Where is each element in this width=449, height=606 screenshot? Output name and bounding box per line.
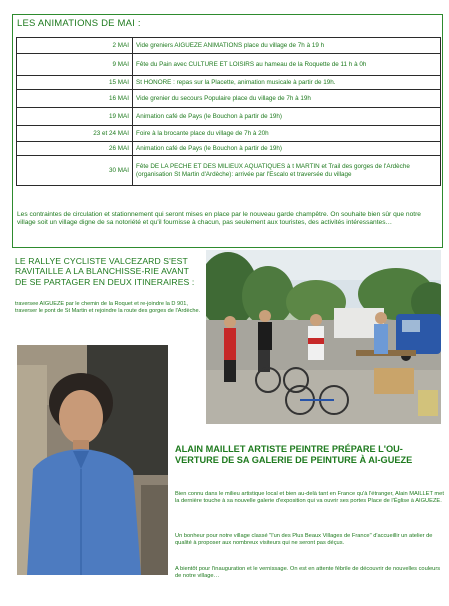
animation-row: [17, 142, 441, 156]
animation-description: Foire à la brocante place du village de 7h à 20h: [133, 126, 441, 142]
animation-description: Vide grenier du secours Populaire place du village de 7h à 19h: [133, 90, 441, 108]
painter-photo: [17, 345, 168, 575]
animations-box: [12, 14, 443, 248]
animations-title: LES ANIMATIONS DE MAI :: [17, 18, 141, 29]
rallye-body: traversee AIGUEZE par le chemin de la Roquet et re-joindre la D 901, traverser le pont de St Martin et rejoindre la route des gorges de l'Ardèche.: [15, 301, 201, 315]
animation-description: Vide greniers AIGUEZE ANIMATIONS place du village de 7h à 19 h: [133, 38, 441, 54]
animation-description: Animation café de Pays (le Bouchon à partir de 19h): [133, 108, 441, 126]
animation-row: [17, 76, 441, 90]
animation-description: St HONORE : repas sur la Placette, animation musicale à partir de 19h.: [133, 76, 441, 90]
article-paragraph-1: Bien connu dans le milieu artistique local et bien au-delà tant en France qu'à l'étranger, Alain MAILLET met la dernière touche à sa nouvelle galerie d'exposition qui va ouvrir ses portes Place de l'Église à AIGUEZE.: [175, 491, 444, 505]
animation-row: [17, 38, 441, 54]
animation-row: [17, 126, 441, 142]
animation-row: [17, 108, 441, 126]
animation-date: 19 MAI: [17, 108, 133, 126]
article-paragraph-3: A bientôt pour l'inauguration et le vernissage. On est en attente fébrile de découvrir de nouvelles couleurs de notre village…: [175, 566, 441, 580]
rallye-headline: LE RALLYE CYCLISTE VALCEZARD S'EST RAVITAILLE A LA BLANCHISSE-RIE AVANT DE SE PARTAGER EN DEUX ITINERAIRES :: [15, 256, 195, 287]
animation-description: Animation café de Pays (le Bouchon à partir de 19h): [133, 142, 441, 156]
article-paragraph-2: Un bonheur pour notre village classé "l'un des Plus Beaux Villages de France" d'accueillir un atelier de qualité à proposer aux nombreux visiteurs qui ne seront pas déçus.: [175, 533, 433, 547]
animation-date: 30 MAI: [17, 156, 133, 186]
animation-date: 15 MAI: [17, 76, 133, 90]
animation-description: Fête du Pain avec CULTURE ET LOISIRS au hameau de la Roquette de 11 h à 0h: [133, 54, 441, 76]
animation-date: 23 et 24 MAI: [17, 126, 133, 142]
animation-description: Fête DE LA PECHE ET DES MILIEUX AQUATIQUES à t MARTIN et Trail des gorges de l'Ardèche (organisation St Martin d'Ardèche): arrivée par l'Escalo et traversée du village: [133, 156, 441, 186]
animation-date: 9 MAI: [17, 54, 133, 76]
animation-date: 16 MAI: [17, 90, 133, 108]
cyclists-photo: [206, 250, 441, 424]
article-headline: ALAIN MAILLET ARTISTE PEINTRE PRÉPARE L'OU-VERTURE DE SA GALERIE DE PEINTURE À AI-GUEZE: [175, 444, 413, 466]
animation-date: 2 MAI: [17, 38, 133, 54]
animations-note: Les contraintes de circulation et stationnement qui seront mises en place par le nouveau garde champêtre. On souhaite bien sûr que notre village soit un village digne de sa notoriété et qu'il fournisse à chacun, pas seulement aux touristes, des activités intéressantes…: [17, 211, 421, 227]
animation-row: [17, 54, 441, 76]
animation-row: [17, 90, 441, 108]
animations-table: [16, 37, 441, 186]
animation-row: [17, 156, 441, 186]
animation-date: 26 MAI: [17, 142, 133, 156]
